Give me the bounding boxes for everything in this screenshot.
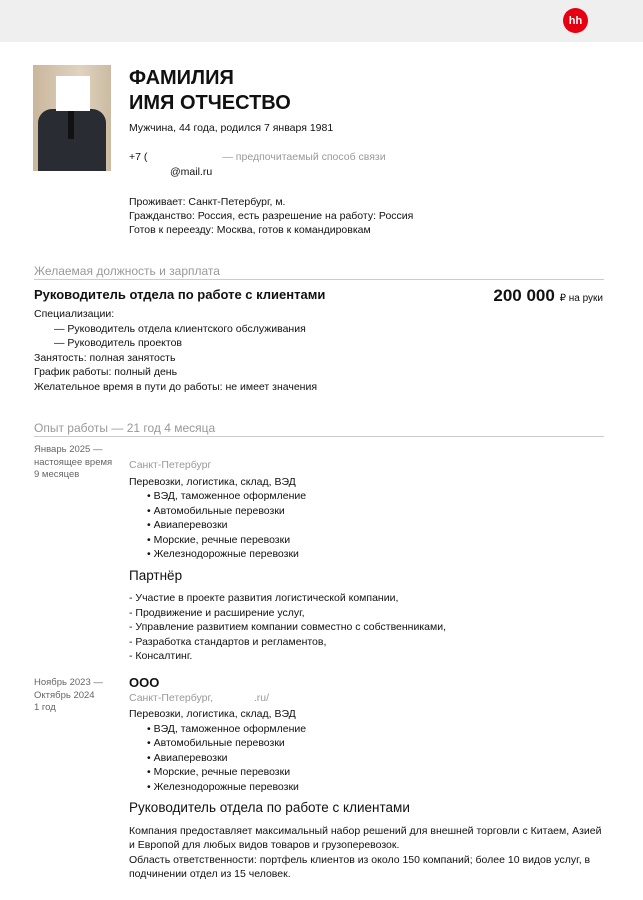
- industry-item: • ВЭД, таможенное оформление: [147, 490, 307, 502]
- position-details: [34, 307, 317, 394]
- hh-logo[interactable]: hh: [563, 8, 588, 33]
- job-role: Руководитель отдела по работе с клиентами: [129, 800, 410, 815]
- industry-item: • Железнодорожные перевозки: [147, 780, 299, 793]
- duty: - Разработка стандартов и регламентов,: [129, 635, 327, 648]
- job-location: Санкт-Петербург: [129, 459, 212, 471]
- salary: [493, 286, 603, 306]
- job-dates: Ноябрь 2023 — Октябрь 2024 1 год: [34, 677, 103, 713]
- job-entry: [129, 444, 609, 664]
- salary-amount: 200 000: [493, 286, 555, 305]
- commute: Желательное время в пути до работы: не имеет значения: [34, 380, 318, 393]
- duty: Компания предоставляет максимальный набор решений для внешней торговли с Китаем, Азией и Европой для любых видов товаров и грузоперевозок.: [129, 824, 602, 851]
- industry-item: • Автомобильные перевозки: [147, 504, 285, 517]
- email[interactable]: @mail.ru: [170, 166, 213, 178]
- job-entry: [129, 676, 609, 882]
- industry-item: • Морские, речные перевозки: [147, 766, 291, 778]
- company-name: [129, 444, 609, 458]
- company-name: ООО: [129, 675, 160, 690]
- relocation: Готов к переезду: Москва, готов к командировкам: [129, 224, 371, 236]
- section-experience: Опыт работы — 21 год 4 месяца: [34, 421, 604, 437]
- duty: - Продвижение и расширение услуг,: [129, 606, 305, 619]
- top-bar: [0, 0, 643, 42]
- citizenship: Гражданство: Россия, есть разрешение на работу: Россия: [129, 210, 414, 222]
- duty: Область ответственности: портфель клиентов из около 150 компаний; более 10 видов услуг, в подчинении отдел из 15 человек.: [129, 853, 591, 880]
- phone-note: — предпочитаемый способ связи: [222, 151, 386, 163]
- industry-item: • Железнодорожные перевозки: [147, 548, 299, 560]
- duty: - Консалтинг.: [129, 650, 193, 662]
- location: Проживает: Санкт-Петербург, м.: [129, 196, 286, 208]
- desired-position: Руководитель отдела по работе с клиентами: [34, 287, 326, 302]
- spec-label: Специализации:: [34, 308, 115, 320]
- industry-item: • ВЭД, таможенное оформление: [147, 722, 307, 735]
- industry-item: • Морские, речные перевозки: [147, 533, 291, 546]
- duty: - Участие в проекте развития логистической компании,: [129, 592, 399, 604]
- phone-row: [129, 150, 386, 165]
- section-position: Желаемая должность и зарплата: [34, 264, 604, 280]
- personal-info: Мужчина, 44 года, родился 7 января 1981: [129, 122, 334, 134]
- surname: ФАМИЛИЯ: [129, 67, 234, 89]
- industry-item: • Автомобильные перевозки: [147, 737, 285, 749]
- industry: Перевозки, логистика, склад, ВЭД: [129, 475, 296, 488]
- phone[interactable]: +7 (: [129, 151, 148, 163]
- job-role: Партнёр: [129, 567, 183, 583]
- industry-item: • Авиаперевозки: [147, 519, 228, 531]
- job-dates: Январь 2025 — настоящее время 9 месяцев: [34, 444, 113, 480]
- spec-item: — Руководитель проектов: [54, 337, 183, 349]
- schedule: График работы: полный день: [34, 366, 178, 378]
- profile-photo: [33, 65, 111, 171]
- job-location: Санкт-Петербург, .ru/: [129, 691, 269, 704]
- duty: - Управление развитием компании совместно с собственниками,: [129, 621, 447, 633]
- full-name: [129, 66, 291, 116]
- employment: Занятость: полная занятость: [34, 351, 176, 364]
- industry: Перевозки, логистика, склад, ВЭД: [129, 708, 296, 720]
- spec-item: — Руководитель отдела клиентского обслуживания: [54, 322, 306, 335]
- industry-item: • Авиаперевозки: [147, 751, 228, 764]
- given-name: ИМЯ ОТЧЕСТВО: [129, 92, 291, 114]
- salary-suffix: ₽ на руки: [559, 293, 603, 304]
